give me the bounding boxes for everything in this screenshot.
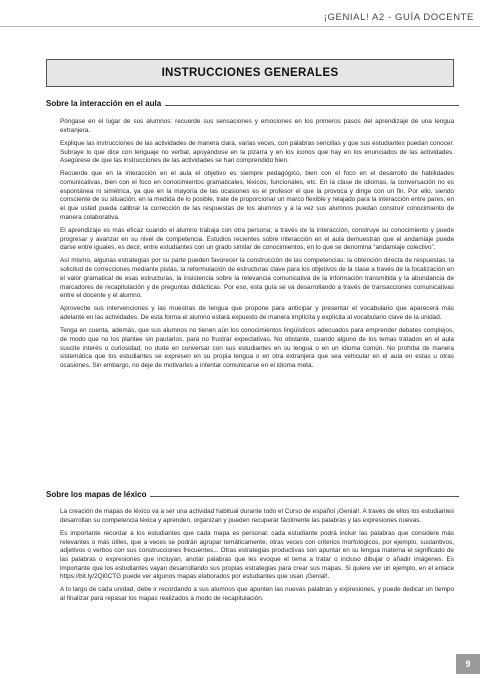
- paragraph: Así mismo, algunas estrategias por su parte pueden favorecer la construcción de las competencias: la obtención directa de respuestas, la solicitud de correcciones mediante pistas, la reformulación de estructuras clave para los objetivos de la clase a través de la focalización en el valor gramatical de esas estructuras, la insistencia sobre la relevancia comunicativa de la información transmitida y la abundancia de marcadores de recapitulación y de preguntas didácticas. Por eso, esta guía se va desarrollando a través de transacciones comunicativas entre el docente y el alumno.: [60, 257, 454, 300]
- paragraph: Es importante recordar a los estudiantes que cada mapa es personal: cada estudiante podrá incluir las palabras que considere más relevantes o más útiles, que a veces se podrán agrupar temáticamente, otras veces con criterios morfológicos, por ejemplo, sustantivos, adjetivos o verbos con sus construcciones frecuentes... Otras estrategias productivas son apuntar en su lengua materna el significado de las palabras o expresiones que incluyan, anotar palabras que les evoque el tema a tratar o incluso dibujar o añadir imágenes. Es importante que los estudiantes vayan desarrollando sus propias estrategias para crear sus mapas. Si quiere ver un ejemplo, en el enlace https://bit.ly/2Qi0CTG puede ver algunos mapas elaborados por estudiantes que usan ¡Genial!.: [60, 529, 454, 581]
- paragraph: Tenga en cuenta, además, que sus alumnos no tienen aún los conocimientos lingüísticos adecuados para emprender debates complejos, de modo que no los plantee sin pautarlos, para no frustrar expectativas. No obstante, cuando alguno de los temas tratados en el aula suscite interés o curiosidad, no dude en conversar con sus estudiantes en su lengua o en un idioma común. No prohíba de manera sistemática que los estudiantes se expresen en su propia lengua o en otra extranjera que sea vehicular en el aula en estas u otras ocasiones. Sin embargo, no deje de motivarles a intentar comunicarse en el idioma meta.: [60, 327, 454, 369]
- page-number: 9: [456, 654, 480, 674]
- header-rule: [0, 26, 480, 27]
- title-box: [46, 59, 454, 87]
- paragraph: Recuerde que en la interacción en el aula el objetivo es siempre pedagógico, bien con el foco en el desarrollo de habilidades comunicativas, bien con el foco en conocimientos gramaticales, léxicos, funcionales, etc. En la clase de idiomas, la conversación no es espontánea ni simétrica, ya que en la mayoría de las ocasiones es el profesor el que la provoca y dirige con un fin. Por ello, siendo consciente de su situación, en la medida de lo posible, trate de proporcionar un marco flexible y relajado para la interacción entre pares, en el que usted pueda calibrar la corrección de las respuestas de los alumnos y a la vez sus alumnos puedan construir conocimiento de manera colaborativa.: [60, 170, 454, 221]
- paragraph: Aproveche sus intervenciones y las muestras de lengua que propone para anticipar y presentar el vocabulario que aparecerá más adelante en las actividades. De esta forma el alumno estará expuesto de manera implícita y explícita al vocabulario clave de la unidad.: [60, 305, 454, 322]
- paragraph: La creación de mapas de léxico va a ser una actividad habitual durante todo el Curso de español ¡Genial!. A través de ellos los estudiantes desarrollan su competencia léxica y aprenden, organizan y pueden recuperar fácilmente las palabras y las expresiones nuevas.: [60, 508, 454, 524]
- section-heading-interaction: [46, 99, 459, 108]
- section-body-interaction: [60, 118, 454, 371]
- page-title: INSTRUCCIONES GENERALES: [161, 67, 339, 79]
- section-heading-text: Sobre los mapas de léxico: [46, 490, 147, 499]
- section-heading-text: Sobre la interacción en el aula: [46, 99, 162, 108]
- section-heading-lexico: [46, 490, 459, 499]
- paragraph: Explique las instrucciones de las actividades de manera clara, varias veces, con palabras sencillas y que sus estudiantes puedan conocer. Subraye lo que dice con lenguaje no verbal, apoyándose en la pizarra y en los iconos que hay en los enunciados de las actividades. Asegúrese de que las instrucciones de las actividades se han comprendido bien.: [60, 139, 454, 165]
- paragraph: Póngase en el lugar de sus alumnos: recuerde sus sensaciones y emociones en los primeros pasos del aprendizaje de una lengua extranjera.: [60, 118, 454, 134]
- section-body-lexico: [60, 508, 454, 604]
- section-rule: [165, 105, 459, 106]
- running-header: ¡GENIAL! A2 - GUÍA DOCENTE: [323, 12, 474, 23]
- section-rule: [150, 496, 459, 497]
- paragraph: A lo largo de cada unidad, debe ir recordando a sus alumnos que apunten las nuevas palabras y expresiones, y puede dedicar un tiempo al finalizar para repasar los mapas realizados a modo de recapitulación.: [60, 586, 454, 603]
- paragraph: El aprendizaje es más eficaz cuando el alumno trabaja con otra persona; a través de la interacción, construye su conocimiento y puede progresar y avanzar en su nivel de competencia. Estudios recientes sobre interacción en el aula demuestran que el andamiaje puede darse entre iguales, es decir, entre estudiantes con un grado similar de conocimientos, en lo que se denomina “andamiaje colectivo”.: [60, 226, 454, 252]
